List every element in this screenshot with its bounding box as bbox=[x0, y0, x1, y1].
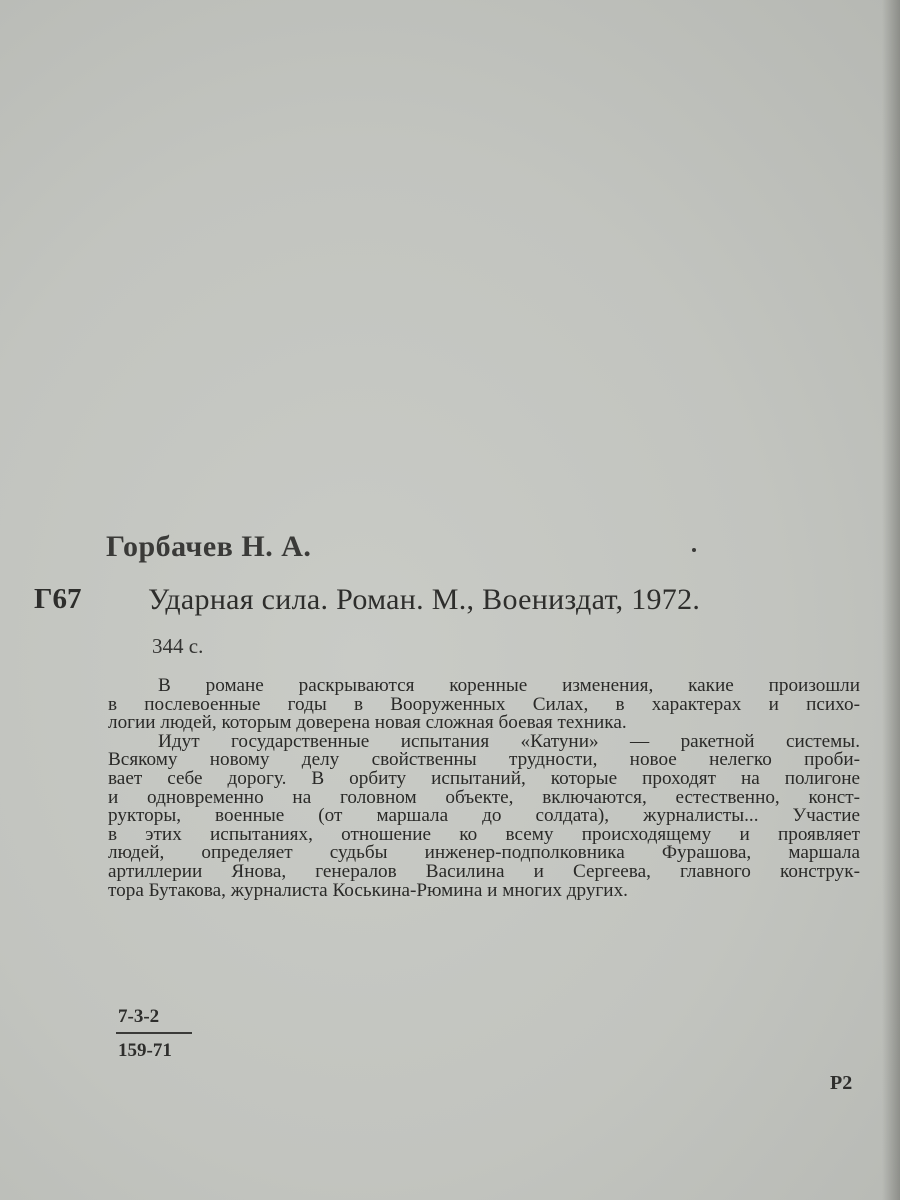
fraction-rule bbox=[116, 1032, 192, 1034]
bbk-index: Р2 bbox=[830, 1072, 853, 1094]
annotation-line: тора Бутакова, журналиста Коськина-Рюмина и многих других. bbox=[108, 879, 628, 901]
annotation-line: рукторы, военные (от маршала до солдата), журналисты... Участие bbox=[108, 805, 860, 827]
annotation-line: артиллерии Янова, генералов Василина и Сергеева, главного конструк- bbox=[108, 860, 860, 882]
annotation-line: Идут государственные испытания «Катуни» — ракетной системы. bbox=[158, 730, 860, 752]
catalog-index: Г67 bbox=[34, 583, 82, 615]
annotation-line: вает себе дорогу. В орбиту испытаний, которые проходят на полигоне bbox=[108, 767, 860, 789]
page-edge-shadow bbox=[882, 0, 900, 1200]
annotation-line: логии людей, которым доверена новая сложная боевая техника. bbox=[108, 712, 627, 734]
annotation-line: людей, определяет судьбы инженер-подполковника Фурашова, маршала bbox=[108, 842, 860, 864]
annotation-text bbox=[108, 677, 860, 900]
ink-dot bbox=[692, 548, 696, 552]
annotation-line: в послевоенные годы в Вооруженных Силах, в характерах и психо- bbox=[108, 693, 860, 715]
annotation-line: Всякому новому делу свойственны трудности, новое нелегко проби- bbox=[108, 749, 860, 771]
page-count: 344 с. bbox=[152, 634, 204, 658]
classification-code-denominator: 159-71 bbox=[118, 1040, 172, 1061]
annotation-line: и одновременно на головном объекте, включаются, естественно, конст- bbox=[108, 786, 860, 808]
annotation-line: в этих испытаниях, отношение ко всему происходящему и проявляет bbox=[108, 823, 860, 845]
annotation-line: В романе раскрываются коренные изменения, какие произошли bbox=[158, 675, 860, 696]
author-name: Горбачев Н. А. bbox=[106, 530, 312, 563]
title-imprint-line: Ударная сила. Роман. М., Воениздат, 1972. bbox=[148, 583, 701, 616]
classification-code-numerator: 7-3-2 bbox=[118, 1006, 160, 1027]
